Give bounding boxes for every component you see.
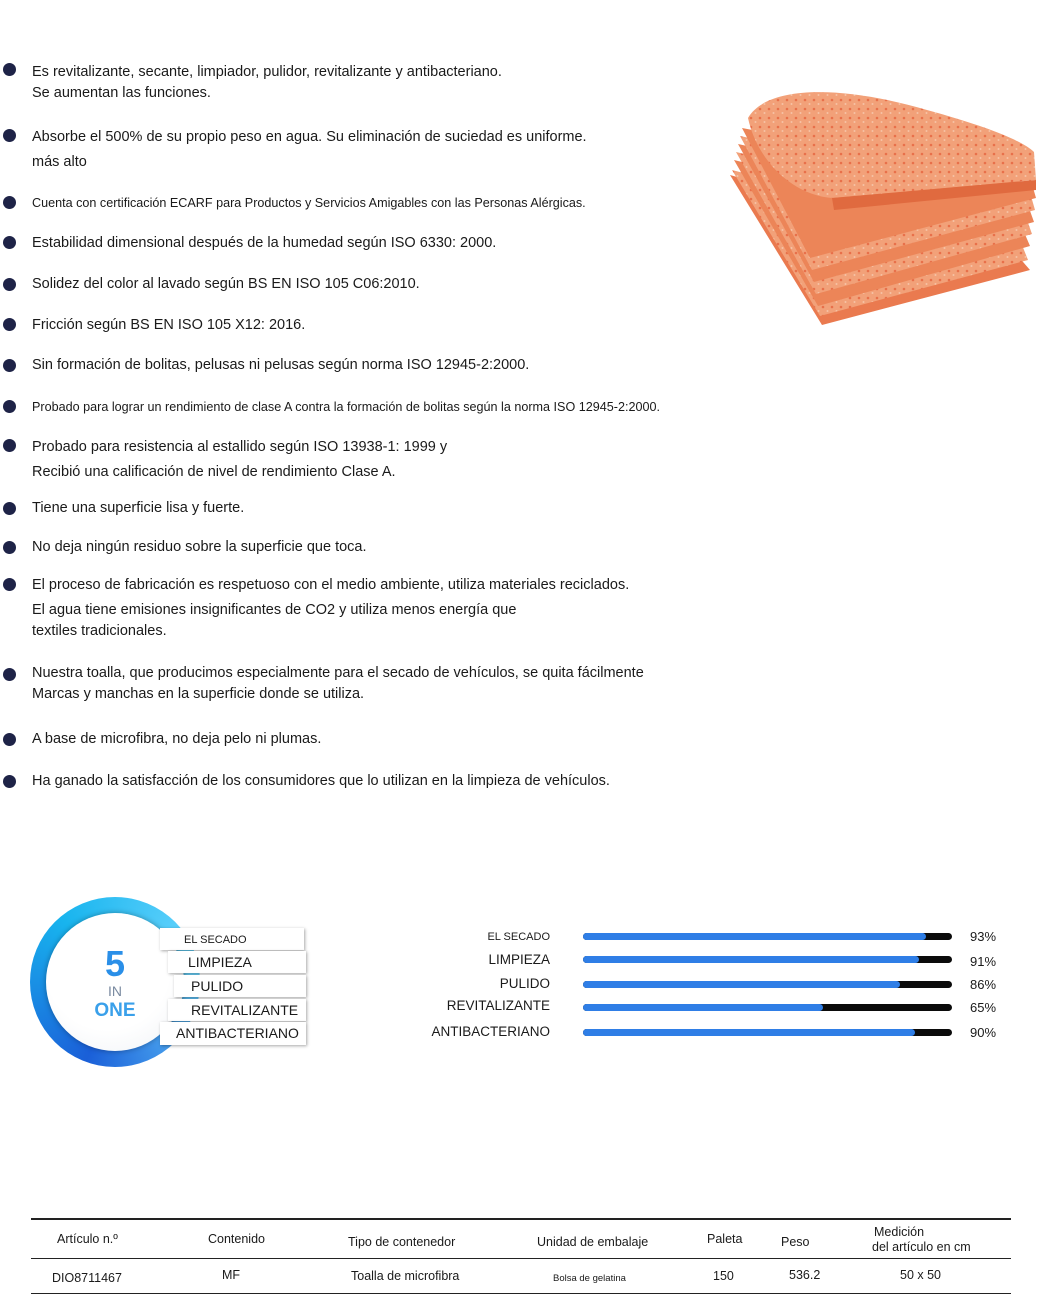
table-cell: MF [222,1268,241,1282]
badge-tag: REVITALIZANTE [168,999,306,1021]
bullet-icon [3,668,16,681]
feature-text: Cuenta con certificación ECARF para Productos y Servicios Amigables con las Personas Alérgicas. [32,196,586,210]
bar-value-label: 65% [970,1000,997,1015]
table-header: Unidad de embalaje [537,1235,649,1249]
feature-text: Absorbe el 500% de su propio peso en agua. Su eliminación de suciedad es uniforme. [32,129,587,145]
bar-fill [583,956,919,963]
bullet-icon [3,278,16,291]
feature-text: Probado para lograr un rendimiento de clase A contra la formación de bolitas según la norma ISO 12945-2:2000. [32,400,660,414]
badge-in: IN [108,983,122,999]
badge-tag: LIMPIEZA [168,951,306,973]
bar-label: ANTIBACTERIANO [431,1024,550,1039]
bullet-icon [3,775,16,788]
table-header: Contenido [208,1232,265,1246]
table-cell: 536.2 [789,1268,821,1282]
spec-table [31,1218,1011,1294]
feature-text: Nuestra toalla, que producimos especialmente para el secado de vehículos, se quita fácilmente [32,665,644,681]
bar-value-label: 93% [970,929,997,944]
bullet-icon [3,129,16,142]
bar-value-label: 86% [970,977,997,992]
table-cell: 50 x 50 [900,1268,942,1282]
feature-text: Recibió una calificación de nivel de rendimiento Clase A. [32,464,396,480]
bar-value-label: 90% [970,1025,997,1040]
bullet-icon [3,63,16,76]
five-in-one-badge [28,895,318,1075]
bar-label: REVITALIZANTE [446,998,550,1013]
table-header: Peso [781,1235,810,1249]
towel-product-image [722,80,1039,335]
bullet-icon [3,318,16,331]
bullet-icon [3,400,16,413]
table-header: del artículo en cm [872,1240,971,1254]
bar-fill [583,1004,823,1011]
bar-fill [583,1029,915,1036]
table-cell: Bolsa de gelatina [553,1273,626,1284]
bullet-icon [3,439,16,452]
feature-text: No deja ningún residuo sobre la superficie que toca. [32,539,367,555]
bar-fill [583,981,900,988]
table-cell: 150 [713,1269,734,1283]
bar-track [583,1004,952,1011]
table-top-rule [31,1218,1011,1220]
bullet-icon [3,541,16,554]
table-cell: Toalla de microfibra [351,1269,460,1283]
bar-track [583,933,952,940]
table-header: Medición [874,1225,925,1239]
feature-text: Fricción según BS EN ISO 105 X12: 2016. [32,317,306,333]
feature-text: El proceso de fabricación es respetuoso con el medio ambiente, utiliza materiales reciclados. [32,577,630,593]
performance-bar-chart [431,920,1020,1050]
feature-text: Marcas y manchas en la superficie donde se utiliza. [32,686,365,702]
feature-text: Tiene una superficie lisa y fuerte. [32,500,245,516]
bullet-icon [3,236,16,249]
bar-track [583,981,952,988]
feature-text: Estabilidad dimensional después de la humedad según ISO 6330: 2000. [32,235,497,251]
bar-fill [583,933,926,940]
bar-track [583,956,952,963]
table-header: Tipo de contenedor [348,1235,456,1249]
feature-text: Ha ganado la satisfacción de los consumidores que lo utilizan en la limpieza de vehículos. [32,773,610,789]
table-bottom-rule [31,1293,1011,1294]
feature-text: Se aumentan las funciones. [32,85,211,101]
badge-number: 5 [104,943,126,984]
bar-value-label: 91% [970,954,997,969]
feature-text: Probado para resistencia al estallido según ISO 13938-1: 1999 y [32,439,448,455]
bar-label: LIMPIEZA [488,952,550,967]
feature-text: más alto [32,154,87,170]
feature-text: A base de microfibra, no deja pelo ni plumas. [32,731,322,747]
feature-text: Solidez del color al lavado según BS EN ISO 105 C06:2010. [32,276,420,292]
towel-illustration [722,80,1039,335]
badge-tag: PULIDO [174,975,306,997]
feature-text: Es revitalizante, secante, limpiador, pulidor, revitalizante y antibacteriano. [32,64,502,80]
bullet-icon [3,502,16,515]
table-header: Paleta [707,1232,743,1246]
bullet-icon [3,359,16,372]
bar-track [583,1029,952,1036]
bar-label: PULIDO [499,976,550,991]
table-cell: DIO8711467 [52,1271,122,1285]
badge-one: ONE [94,1000,136,1021]
bullet-icon [3,733,16,746]
badge-tag: ANTIBACTERIANO [160,1022,306,1045]
badge-tag: EL SECADO [160,928,304,950]
feature-text: Sin formación de bolitas, pelusas ni pelusas según norma ISO 12945-2:2000. [32,357,530,373]
bullet-icon [3,578,16,591]
feature-text: textiles tradicionales. [32,623,167,639]
table-mid-rule [31,1258,1011,1259]
bar-label: EL SECADO [487,931,550,943]
feature-text: El agua tiene emisiones insignificantes de CO2 y utiliza menos energía que [32,602,517,618]
table-header: Artículo n.º [57,1232,118,1246]
bullet-icon [3,196,16,209]
